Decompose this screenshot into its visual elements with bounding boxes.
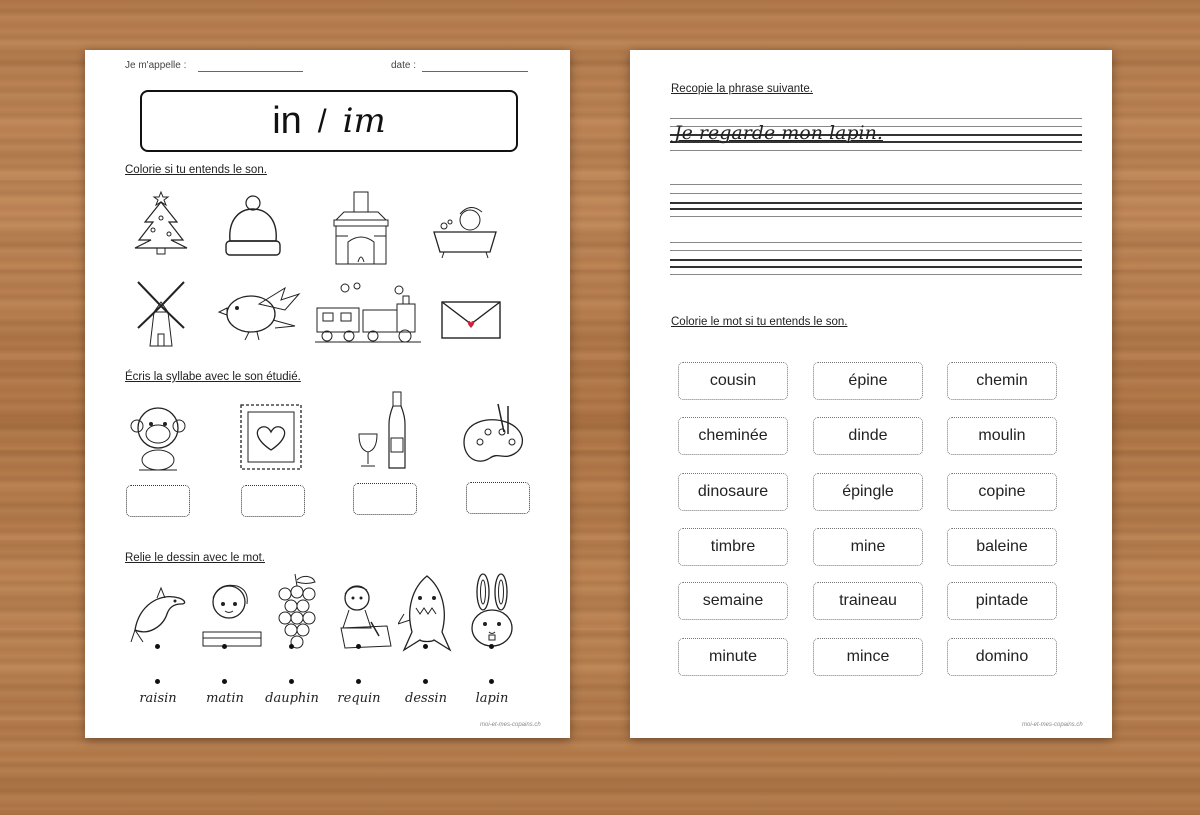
word-matin: matin — [206, 691, 244, 706]
word-box[interactable]: épingle — [813, 473, 923, 511]
footer-mark: moi-et-mes-copains.ch — [480, 722, 541, 728]
word-box[interactable]: domino — [947, 638, 1057, 676]
word-box[interactable]: mince — [813, 638, 923, 676]
word-box[interactable]: cousin — [678, 362, 788, 400]
match-dot-bottom[interactable] — [289, 679, 294, 684]
title-slash: / — [317, 102, 327, 139]
word-box[interactable]: semaine — [678, 582, 788, 620]
writing-line[interactable] — [670, 266, 1082, 268]
date-line[interactable] — [422, 71, 528, 72]
windmill-icon[interactable] — [130, 272, 192, 348]
date-label: date : — [391, 60, 417, 71]
answer-box-stamp[interactable] — [241, 485, 305, 517]
child-waking-icon[interactable] — [199, 576, 265, 650]
model-sentence: Je regarde mon lapin. — [674, 122, 883, 144]
name-line[interactable] — [198, 71, 303, 72]
word-box[interactable]: dinosaure — [678, 473, 788, 511]
word-box[interactable]: moulin — [947, 417, 1057, 455]
worksheet-right — [630, 50, 1112, 738]
word-box[interactable]: timbre — [678, 528, 788, 566]
word-box[interactable]: copine — [947, 473, 1057, 511]
section-heading-relie: Relie le dessin avec le mot. — [125, 552, 265, 564]
title-box — [140, 90, 518, 152]
match-dot-top[interactable] — [289, 644, 294, 649]
word-dessin: dessin — [405, 691, 447, 706]
match-dot-bottom[interactable] — [489, 679, 494, 684]
word-box[interactable]: traineau — [813, 582, 923, 620]
word-lapin: lapin — [475, 691, 509, 706]
shark-icon[interactable] — [398, 574, 456, 654]
paint-palette-icon[interactable] — [458, 402, 530, 468]
answer-box-bottle[interactable] — [353, 483, 417, 515]
answer-box-monkey[interactable] — [126, 485, 190, 517]
section-heading-colorie: Colorie si tu entends le son. — [125, 164, 267, 176]
word-box[interactable]: épine — [813, 362, 923, 400]
word-raisin: raisin — [139, 691, 177, 706]
writing-line[interactable] — [670, 184, 1082, 185]
worksheet-left — [85, 50, 570, 738]
word-box[interactable]: minute — [678, 638, 788, 676]
writing-line[interactable] — [670, 250, 1082, 251]
writing-line[interactable] — [670, 242, 1082, 243]
child-drawing-icon[interactable] — [331, 580, 395, 650]
writing-line[interactable] — [670, 193, 1082, 194]
name-label: Je m'appelle : — [125, 60, 187, 71]
title-print: in — [272, 99, 302, 142]
writing-line[interactable] — [670, 208, 1082, 210]
dolphin-icon[interactable] — [129, 582, 189, 646]
match-dot-top[interactable] — [356, 644, 361, 649]
match-dot-bottom[interactable] — [222, 679, 227, 684]
wine-bottle-icon[interactable] — [353, 390, 419, 472]
match-dot-top[interactable] — [155, 644, 160, 649]
envelope-icon[interactable] — [440, 300, 502, 340]
grapes-icon[interactable] — [273, 572, 319, 652]
footer-mark: moi-et-mes-copains.ch — [1022, 722, 1083, 728]
section-heading-colorie-mot: Colorie le mot si tu entends le son. — [671, 316, 848, 328]
section-heading-recopie: Recopie la phrase suivante. — [671, 83, 813, 95]
word-box[interactable]: pintade — [947, 582, 1057, 620]
section-heading-ecris: Écris la syllabe avec le son étudié. — [125, 371, 301, 383]
word-box[interactable]: baleine — [947, 528, 1057, 566]
writing-line — [670, 118, 1082, 119]
word-box[interactable]: cheminée — [678, 417, 788, 455]
fireplace-icon[interactable] — [330, 190, 392, 266]
word-box[interactable]: chemin — [947, 362, 1057, 400]
answer-box-palette[interactable] — [466, 482, 530, 514]
match-dot-bottom[interactable] — [155, 679, 160, 684]
title-script: im — [342, 101, 386, 141]
train-icon[interactable] — [315, 282, 421, 344]
word-requin: requin — [337, 691, 381, 706]
writing-line[interactable] — [670, 216, 1082, 217]
word-box[interactable]: mine — [813, 528, 923, 566]
match-dot-bottom[interactable] — [423, 679, 428, 684]
christmas-tree-icon[interactable] — [130, 188, 192, 256]
wool-hat-icon[interactable] — [220, 193, 286, 261]
match-dot-top[interactable] — [423, 644, 428, 649]
match-dot-bottom[interactable] — [356, 679, 361, 684]
writing-line[interactable] — [670, 274, 1082, 275]
stamp-icon[interactable] — [238, 402, 304, 472]
match-dot-top[interactable] — [222, 644, 227, 649]
match-dot-top[interactable] — [489, 644, 494, 649]
bird-icon[interactable] — [215, 282, 303, 342]
child-in-bath-icon[interactable] — [430, 196, 500, 262]
rabbit-icon[interactable] — [467, 572, 517, 652]
writing-line — [670, 150, 1082, 151]
writing-line[interactable] — [670, 202, 1082, 204]
monkey-icon[interactable] — [127, 402, 189, 474]
writing-line[interactable] — [670, 259, 1082, 261]
word-box[interactable]: dinde — [813, 417, 923, 455]
word-dauphin: dauphin — [265, 691, 319, 706]
